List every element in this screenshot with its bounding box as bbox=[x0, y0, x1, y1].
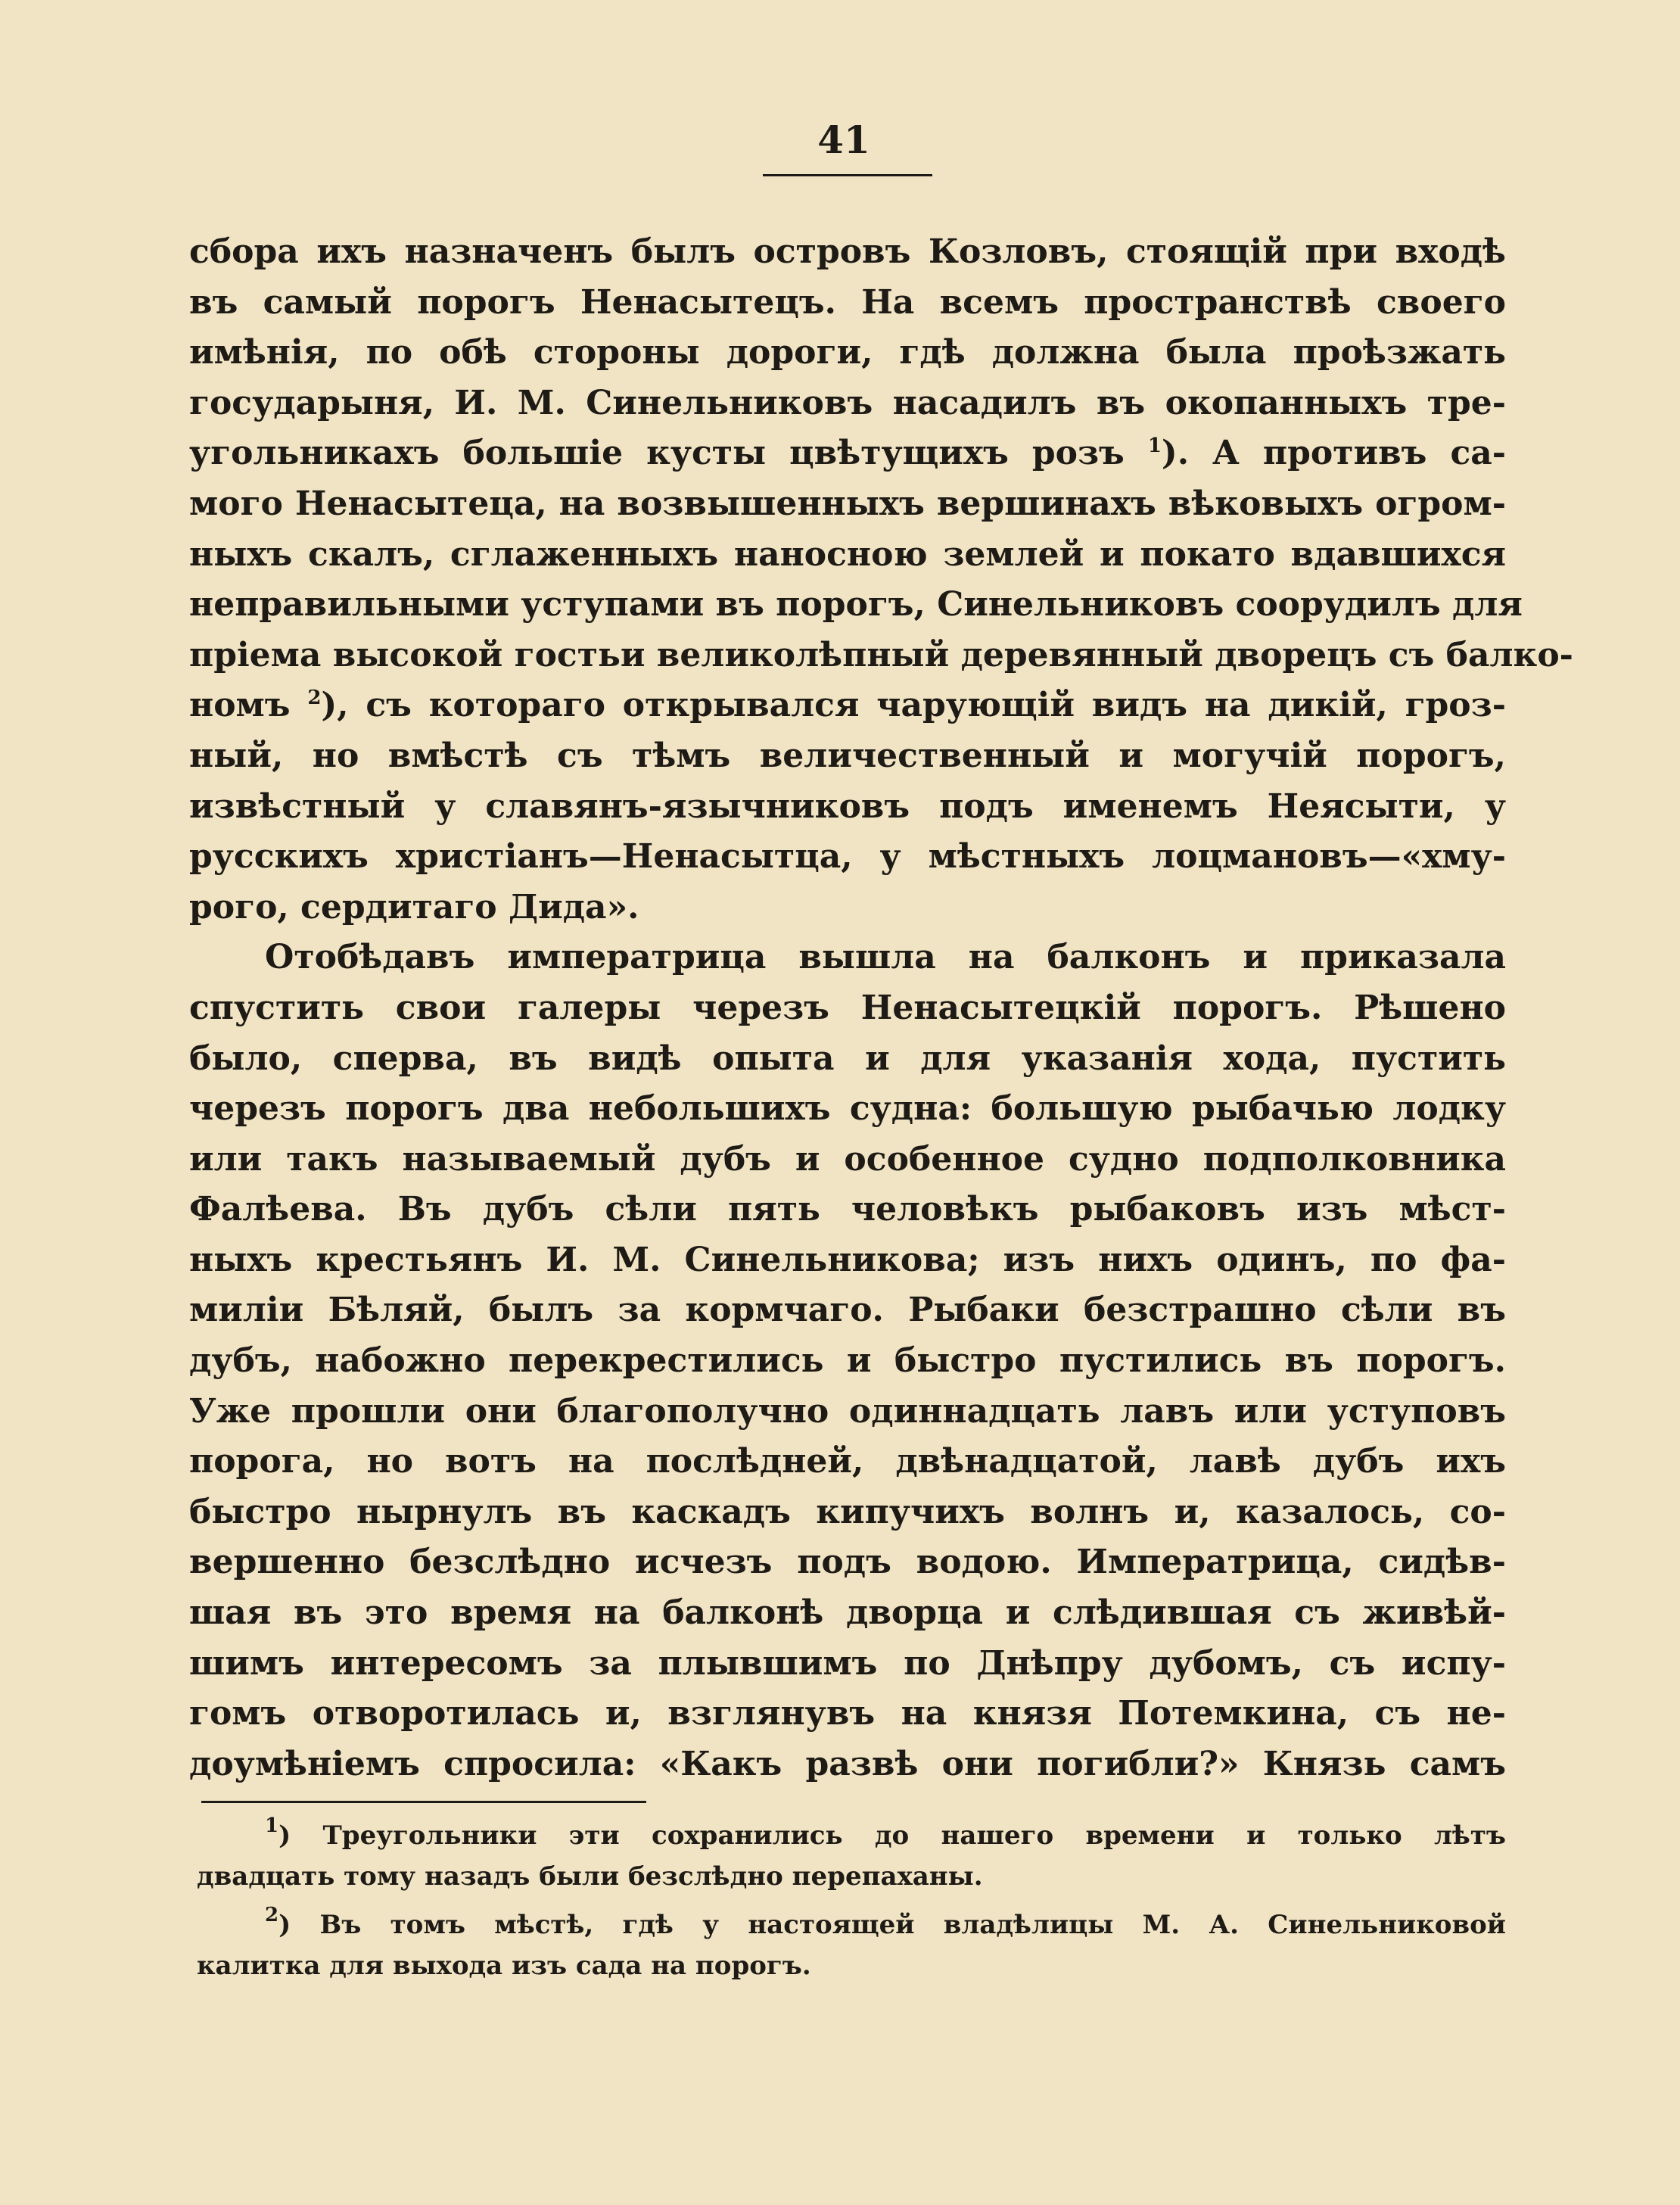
footnote-2-line bbox=[197, 1904, 1506, 1945]
text-line: было, сперва, въ видѣ опыта и для указанія хода, пустить bbox=[189, 1039, 1506, 1078]
text-line: имѣнія, по обѣ стороны дороги, гдѣ должна была проѣзжать bbox=[189, 333, 1506, 372]
text-segment: ). А противъ са- bbox=[1161, 434, 1506, 473]
text-line: порога, но вотъ на послѣдней, двѣнадцатой, лавѣ дубъ ихъ bbox=[189, 1442, 1506, 1481]
text-line: мого Ненасытеца, на возвышенныхъ вершинахъ вѣковыхъ огром- bbox=[189, 484, 1506, 523]
text-line: или такъ называемый дубъ и особенное судно подполковника bbox=[189, 1139, 1506, 1179]
text-segment: угольникахъ большіе кусты цвѣтущихъ розъ bbox=[189, 434, 1125, 473]
text-line: рого, сердитаго Дида». bbox=[189, 887, 639, 927]
main-text bbox=[189, 227, 1573, 1789]
text-line: черезъ порогъ два небольшихъ судна: большую рыбачью лодку bbox=[189, 1089, 1506, 1129]
page-number: 41 bbox=[817, 117, 870, 162]
text-line: шая въ это время на балконѣ дворца и слѣдившая съ живѣй- bbox=[189, 1593, 1506, 1633]
footnote-divider bbox=[201, 1801, 646, 1803]
text-line: ныхъ крестьянъ И. М. Синельникова; изъ нихъ одинъ, по фа- bbox=[189, 1240, 1506, 1279]
text-line: ный, но вмѣстѣ съ тѣмъ величественный и могучій порогъ, bbox=[189, 736, 1506, 775]
text-line bbox=[189, 428, 1506, 479]
footnote-ref: 1 bbox=[1147, 434, 1162, 458]
text-line: въ самый порогъ Ненасытецъ. На всемъ пространствѣ своего bbox=[189, 282, 1506, 322]
text-line: доумѣніемъ спросила: «Какъ развѣ они погибли?» Князь самъ bbox=[189, 1744, 1506, 1783]
footnote-1-line bbox=[197, 1815, 1506, 1856]
text-line bbox=[189, 680, 1506, 731]
text-line: спустить свои галеры черезъ Ненасытецкій порогъ. Рѣшено bbox=[189, 988, 1506, 1027]
text-line: извѣстный у славянъ-язычниковъ подъ именемъ Неясыти, у bbox=[189, 786, 1506, 826]
text-line: ныхъ скалъ, сглаженныхъ наносною землей и покато вдавшихся bbox=[189, 534, 1506, 574]
footnote-text: ) Въ томъ мѣстѣ, гдѣ у настоящей владѣлицы М. А. Синельниковой bbox=[278, 1910, 1506, 1940]
footnotes bbox=[197, 1815, 1506, 1986]
text-line: быстро нырнулъ въ каскадъ кипучихъ волнъ и, казалось, со- bbox=[189, 1492, 1506, 1531]
text-line: сбора ихъ назначенъ былъ островъ Козловъ, стоящій при входѣ bbox=[189, 232, 1506, 271]
text-line: пріема высокой гостьи великолѣпный деревянный дворецъ съ балко- bbox=[189, 635, 1573, 674]
text-line: шимъ интересомъ за плывшимъ по Днѣпру дубомъ, съ испу- bbox=[189, 1643, 1506, 1683]
page-number-rule bbox=[763, 174, 932, 176]
footnote-marker: 2 bbox=[265, 1904, 279, 1926]
footnote-marker: 1 bbox=[265, 1814, 279, 1837]
text-line: дубъ, набожно перекрестились и быстро пустились въ порогъ. bbox=[189, 1341, 1506, 1381]
footnote-2-line: калитка для выхода изъ сада на порогъ. bbox=[197, 1951, 811, 1981]
text-segment: ), съ котораго открывался чарующій видъ на дикій, гроз- bbox=[321, 686, 1506, 725]
text-line: миліи Бѣляй, былъ за кормчаго. Рыбаки безстрашно сѣли въ bbox=[189, 1291, 1506, 1330]
text-line: гомъ отворотилась и, взглянувъ на князя Потемкина, съ не- bbox=[189, 1694, 1506, 1733]
footnote-1-line: двадцать тому назадъ были безслѣдно перепаханы. bbox=[197, 1861, 983, 1892]
text-line: государыня, И. М. Синельниковъ насадилъ въ окопанныхъ тре- bbox=[189, 383, 1506, 422]
text-line: Фалѣева. Въ дубъ сѣли пять человѣкъ рыбаковъ изъ мѣст- bbox=[189, 1190, 1506, 1229]
text-line: Уже прошли они благополучно одиннадцать лавъ или уступовъ bbox=[189, 1391, 1506, 1431]
text-segment: номъ bbox=[189, 686, 291, 725]
footnote-text: ) Треугольники эти сохранились до нашего времени и только лѣтъ bbox=[278, 1820, 1506, 1851]
text-line: Отобѣдавъ императрица вышла на балконъ и приказала bbox=[265, 938, 1506, 977]
text-line: неправильными уступами въ порогъ, Синельниковъ соорудилъ для bbox=[189, 585, 1523, 624]
text-line: вершенно безслѣдно исчезъ подъ водою. Императрица, сидѣв- bbox=[189, 1543, 1506, 1582]
footnote-ref: 2 bbox=[307, 687, 322, 710]
text-line: русскихъ христіанъ—Ненасытца, у мѣстныхъ лоцмановъ—«хму- bbox=[189, 837, 1506, 877]
